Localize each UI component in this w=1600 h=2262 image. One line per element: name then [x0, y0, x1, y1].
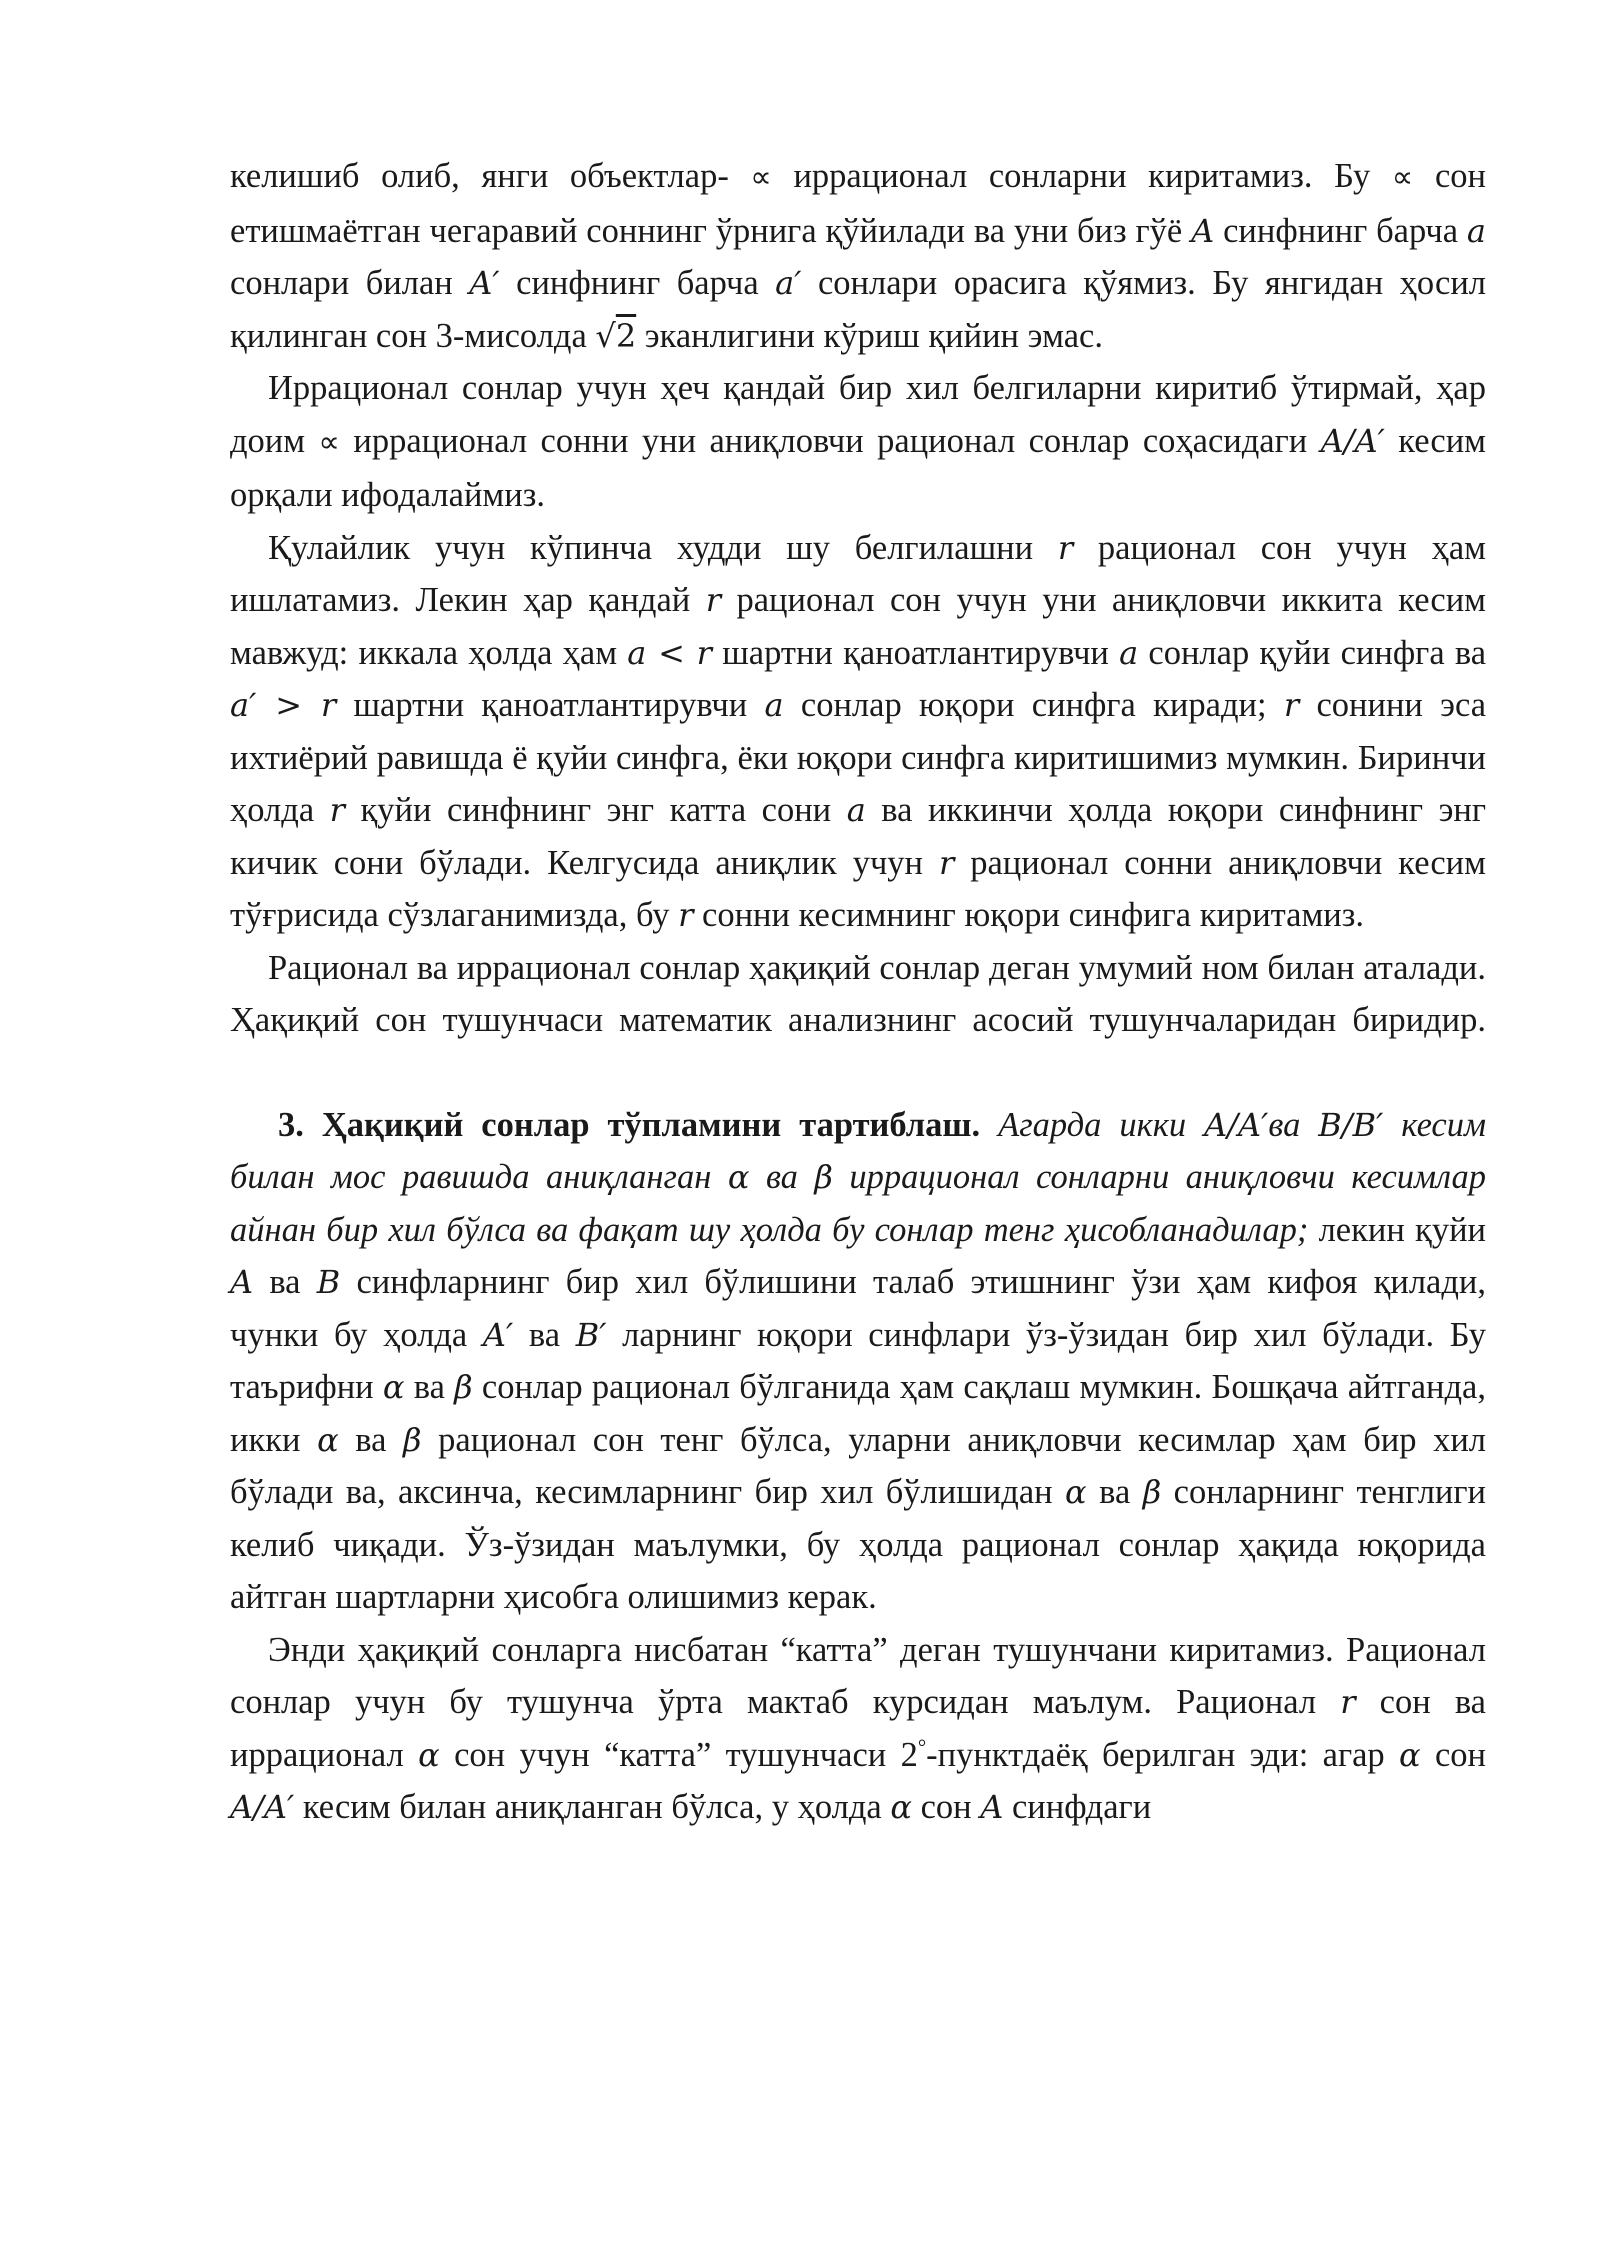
math-var: α: [382, 1368, 405, 1406]
math-var: r: [938, 843, 955, 882]
text-run: сон: [911, 1788, 981, 1826]
text-run: -пунктдаёқ берилган эди: агар: [926, 1735, 1400, 1774]
text-run: сон ва иррационал: [230, 1683, 1486, 1774]
math-var: β: [403, 1420, 422, 1459]
radical-sign: √: [595, 316, 616, 355]
text-run: кесим орқали ифодалаймиз.: [230, 421, 1486, 514]
text-run: ва: [1086, 1473, 1143, 1511]
math-var: B′: [575, 1315, 607, 1354]
math-var: A: [1191, 211, 1215, 250]
text-run: сонини эса ихтиёрий равишда ё қуйи синфга, ёки юқори синфга киритишимиз мумкин. Биринчи ҳолда: [230, 686, 1487, 829]
math-var: α: [1399, 1735, 1421, 1774]
text-run: синфнинг барча: [1214, 211, 1467, 250]
text-run: келишиб олиб, янги объектлар-: [230, 157, 751, 195]
text-run: сон етишмаётган чегаравий соннинг ўрнига қўйилади ва уни биз гўё: [230, 157, 1486, 250]
paragraph-gap: [230, 1047, 1486, 1099]
text-run: Иррационал сонлар учун ҳеч қандай бир хил белгиларни киритиб ўтирмай, ҳар доим: [230, 369, 1486, 460]
math-var: B: [316, 1263, 341, 1301]
radicand: 2: [615, 316, 637, 355]
math-inequality: a < r: [627, 633, 712, 672]
text-run: синфдаги: [1003, 1788, 1152, 1826]
paragraph-1: [230, 150, 1486, 362]
text-run: ва иккинчи ҳолда юқори синфнинг энг кичик сони бўлади. Келгусида аниқлик учун: [230, 791, 1486, 882]
paragraph-6: [230, 1624, 1486, 1834]
definition-text: иррационал сонларни аниқловчи кесимлар айнан бир хил бўлса ва фақат шу ҳолда бу сонлар тенг ҳисобланадилар;: [230, 1158, 1487, 1249]
sqrt-expression: [595, 317, 636, 355]
text-run: рационал сон учун уни аниқловчи иккита кесим мавжуд: иккала ҳолда ҳам: [230, 581, 1486, 672]
math-var: r: [705, 581, 722, 619]
text-run: рационал сон учун ҳам ишлатамиз. Лекин ҳар қандай: [230, 528, 1486, 619]
definition-text: кесим билан мос равишда аниқланган: [230, 1105, 1487, 1196]
math-var: β: [1142, 1473, 1162, 1511]
section-heading: 3. Ҳақиқий сонлар тўпламини тартиблаш.: [278, 1105, 981, 1144]
text-run: ва: [338, 1420, 404, 1459]
math-inequality: a′ > r: [230, 686, 337, 724]
math-var: A′: [469, 264, 500, 302]
math-var: A: [230, 1263, 254, 1301]
text-run: ва: [513, 1315, 576, 1354]
math-var: α: [1065, 1473, 1087, 1511]
math-var: a: [764, 686, 784, 724]
text-run: шартни қаноатлантирувчи: [711, 633, 1120, 672]
definition-text: Агарда икки: [998, 1105, 1205, 1144]
math-var: r: [678, 896, 694, 934]
text-run: Энди ҳақиқий сонларга нисбатан “катта” деган тушунчани киритамиз. Рационал сонлар учун бу тушунча ўрта мактаб курсидан маълум. Рационал: [230, 1630, 1486, 1721]
text-run: ва: [404, 1368, 455, 1406]
math-var: β: [454, 1368, 473, 1406]
proportional-symbol: ∝: [750, 160, 772, 195]
text-run: иррационал сонларни киритамиз. Бу: [771, 157, 1392, 195]
text-run: сон: [1420, 1735, 1487, 1774]
text-run: эканлигини кўриш қийин эмас.: [636, 316, 1103, 355]
text-run: [980, 1106, 998, 1144]
math-var: r: [1057, 528, 1074, 567]
text-run: қуйи синфнинг энг катта сони: [344, 791, 847, 829]
text-run: синфларнинг бир хил бўлишини талаб этишнинг ўзи ҳам кифоя қилади, чунки бу ҳолда: [230, 1263, 1486, 1354]
paragraph-4: [230, 942, 1486, 1047]
document-page: [230, 150, 1486, 1834]
text-run: сонлар қуйи синфга ва: [1138, 633, 1487, 672]
math-var: a: [1466, 211, 1486, 250]
text-run: сонлар рационал бўлганида ҳам сақлаш мумкин. Бошқача айтганда, икки: [230, 1368, 1486, 1459]
text-run: иррационал сонни уни аниқловчи рационал сонлар соҳасидаги: [339, 421, 1321, 460]
paragraph-3: [230, 522, 1486, 942]
proportional-symbol: ∝: [1391, 160, 1414, 195]
degree-sign: °: [917, 1736, 927, 1758]
math-var: a: [1119, 633, 1139, 672]
text-run: лекин қуйи: [1308, 1210, 1486, 1249]
text-run: кесим билан аниқланган бўлса, у ҳолда: [294, 1788, 891, 1826]
text-run: Рационал ва иррационал сонлар ҳақиқий сонлар деган умумий ном билан аталади. Ҳақиқий сон тушунчаси математик анализнинг асосий тушунчаларидан биридир.: [230, 948, 1486, 1039]
text-run: шартни қаноатлантирувчи: [336, 686, 765, 724]
math-var: α: [317, 1420, 339, 1459]
math-var: r: [1340, 1683, 1356, 1721]
text-run: ларнинг юқори синфлари ўз-ўзидан бир хил бўлади. Бу таърифни: [230, 1315, 1486, 1406]
math-var: a′: [775, 264, 802, 302]
text-run: рационал сон тенг бўлса, уларни аниқловчи кесимлар ҳам бир хил бўлади ва, аксинча, кесимларнинг бир хил бўлишидан: [230, 1420, 1487, 1511]
math-var: β: [814, 1158, 833, 1196]
text-run: сонни кесимнинг юқори синфига киритамиз.: [693, 896, 1365, 934]
proportional-symbol: ∝: [318, 424, 340, 460]
text-run: сонлари билан: [230, 264, 470, 302]
paragraph-5: [230, 1099, 1486, 1624]
math-var: A′: [482, 1315, 514, 1354]
math-cut: A/A′: [230, 1788, 295, 1826]
text-run: Қулайлик учун кўпинча худди шу белгилашни: [268, 528, 1058, 567]
text-run: рационал сонни аниқловчи кесим тўғрисида сўзлаганимизда, бу: [230, 843, 1486, 934]
text-run: сонлар юқори синфга киради;: [783, 686, 1284, 724]
math-var: A: [980, 1788, 1004, 1826]
math-var: a: [846, 791, 866, 829]
text-run: сон учун “катта” тушунчаси 2: [439, 1735, 918, 1774]
math-var: α: [890, 1788, 912, 1826]
math-var: r: [1283, 686, 1300, 724]
math-cut: A/A′: [1320, 421, 1385, 460]
math-var: α: [727, 1158, 750, 1196]
text-run: ва: [253, 1263, 317, 1301]
text-run: синфнинг барча: [499, 264, 776, 302]
math-cut: B/B′: [1318, 1105, 1384, 1144]
paragraph-2: [230, 362, 1486, 522]
text-run: сонларнинг тенглиги келиб чиқади. Ўз-ўзидан маълумки, бу ҳолда рационал сонлар ҳақида юқорида айтган шартларни ҳисобга олишимиз керак.: [230, 1473, 1486, 1616]
text-run: сонлари орасига қўямиз. Бу янгидан ҳосил қилинган сон 3-мисолда: [230, 264, 1486, 355]
math-var: r: [329, 791, 345, 829]
definition-text: ва: [1268, 1105, 1319, 1144]
math-var: α: [418, 1735, 440, 1774]
definition-text: ва: [749, 1158, 815, 1196]
math-cut: A/A′: [1204, 1105, 1269, 1144]
